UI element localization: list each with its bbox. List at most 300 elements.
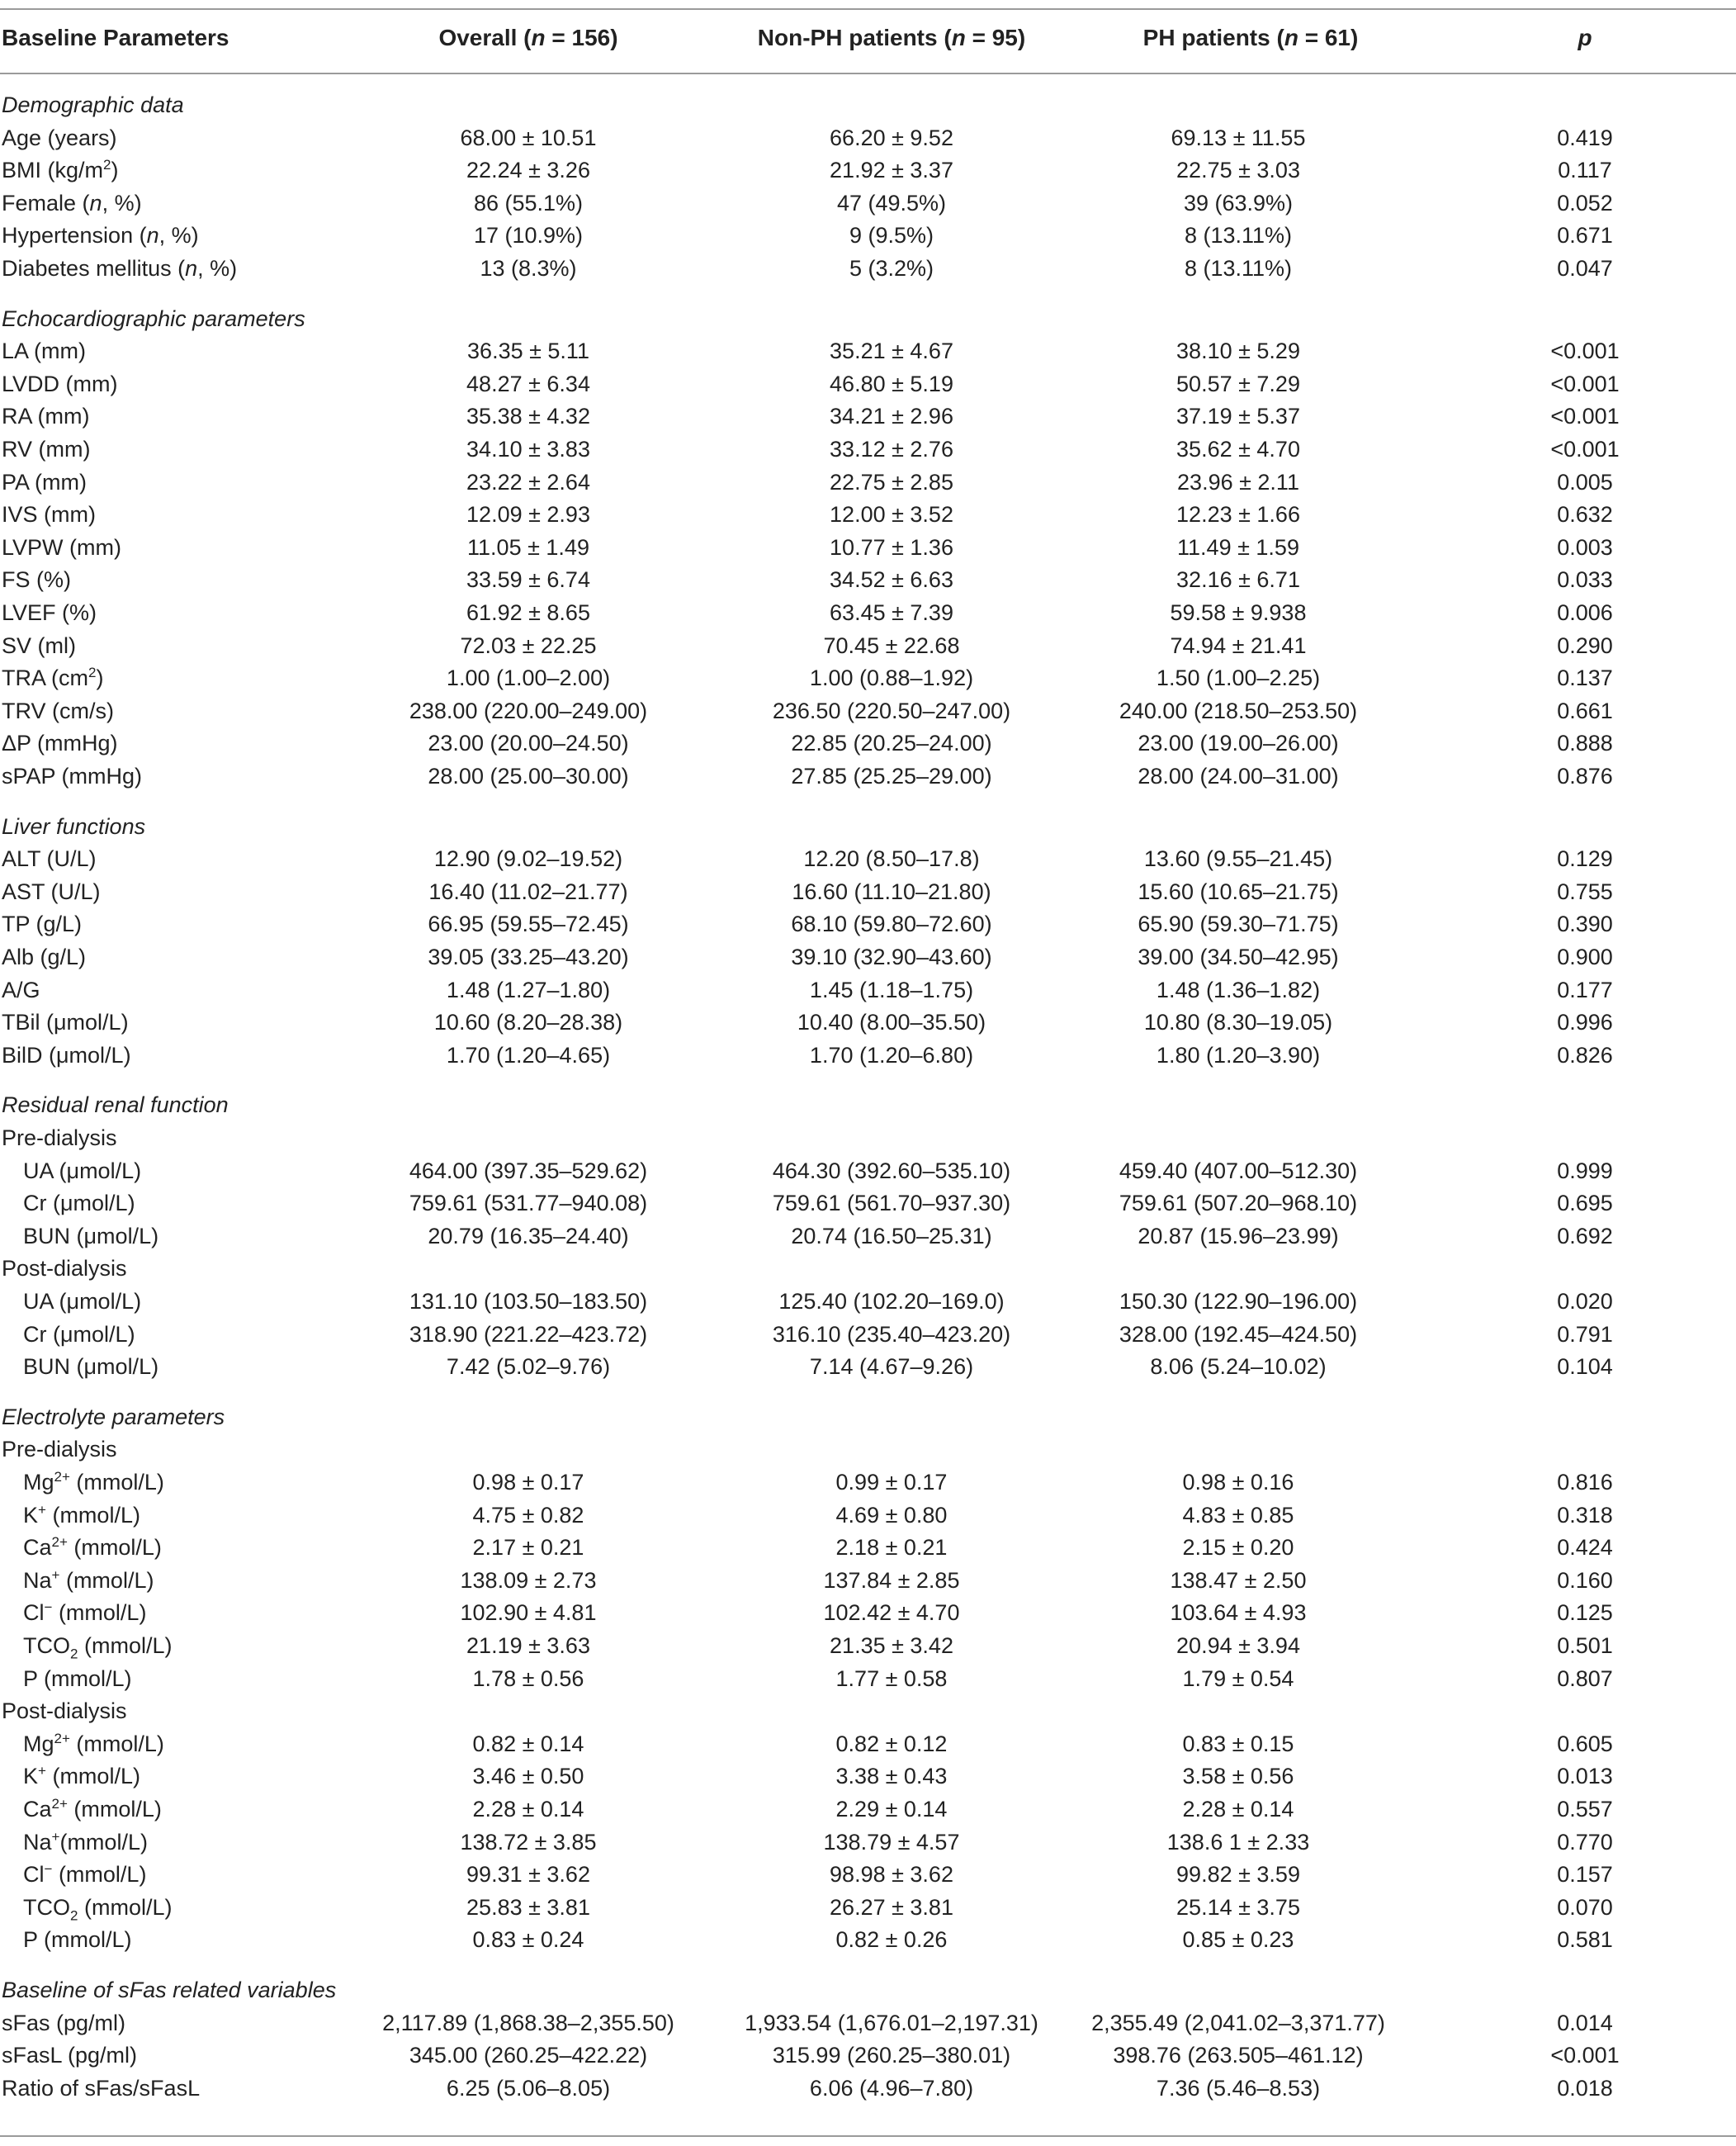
p-value: 0.876 [1557,764,1613,789]
p-value: 0.888 [1557,731,1613,756]
overall-value: 99.31 ± 3.62 [466,1862,590,1888]
bottom-rule [0,2135,1736,2137]
row-label: Na+ (mmol/L) [23,1566,154,1593]
table-header [0,12,1736,73]
non-ph-value: 137.84 ± 2.85 [823,1567,960,1593]
ph-value: 20.94 ± 3.94 [1176,1633,1300,1658]
subgroup-label: Post-dialysis [2,1256,127,1281]
non-ph-value: 316.10 (235.40–423.20) [772,1321,1011,1347]
overall-value: 2.17 ± 0.21 [472,1535,584,1561]
overall-value: 28.00 (25.00–30.00) [428,764,629,789]
header-non-ph: Non-PH patients (n = 95) [757,25,1026,50]
overall-value: 1.70 (1.20–4.65) [446,1042,611,1068]
p-value: 0.816 [1557,1470,1613,1495]
row-label: K+ (mmol/L) [23,1501,140,1528]
row-label: Alb (g/L) [2,945,87,969]
table-row [0,1760,1736,1793]
table-row [0,1350,1736,1383]
ph-value: 99.82 ± 3.59 [1176,1862,1300,1888]
ph-value: 12.23 ± 1.66 [1176,502,1300,528]
overall-value: 68.00 ± 10.51 [460,125,597,150]
overall-value: 17 (10.9%) [473,223,584,249]
subgroup-label-row [0,1252,1736,1285]
ph-value: 28.00 (24.00–31.00) [1138,764,1339,789]
section-title: Demographic data [2,92,184,117]
p-value: 0.003 [1557,534,1613,560]
table-row [0,1793,1736,1826]
ph-value: 0.85 ± 0.23 [1182,1927,1294,1953]
p-value: 0.791 [1557,1321,1613,1347]
row-label: ALT (U/L) [2,846,97,872]
overall-value: 11.05 ± 1.49 [467,534,589,560]
table-row [0,2072,1736,2105]
row-label: Female (n, %) [2,190,142,216]
ph-value: 398.76 (263.505–461.12) [1113,2043,1364,2068]
header-overall: Overall (n = 156) [438,25,618,50]
p-value: 0.695 [1557,1191,1613,1216]
overall-value: 2,117.89 (1,868.38–2,355.50) [382,2010,674,2035]
row-label: LVPW (mm) [2,534,121,560]
p-value: 0.900 [1557,945,1613,969]
ph-value: 32.16 ± 6.71 [1176,567,1300,593]
overall-value: 39.05 (33.25–43.20) [428,945,629,969]
non-ph-value: 46.80 ± 5.19 [830,371,953,396]
row-label: AST (U/L) [2,879,101,904]
non-ph-value: 1,933.54 (1,676.01–2,197.31) [745,2010,1038,2035]
table-row [0,1318,1736,1351]
overall-value: 0.82 ± 0.14 [472,1731,584,1756]
row-label: TP (g/L) [2,912,83,937]
overall-value: 23.22 ± 2.64 [466,469,590,495]
non-ph-value: 70.45 ± 22.68 [823,632,960,658]
overall-value: 20.79 (16.35–24.40) [428,1223,629,1248]
ph-value: 50.57 ± 7.29 [1176,371,1300,396]
section-title-row [0,810,1736,843]
ph-value: 138.6 1 ± 2.33 [1166,1829,1310,1855]
ph-value: 240.00 (218.50–253.50) [1119,698,1358,723]
non-ph-value: 0.82 ± 0.26 [835,1927,948,1953]
row-label: LVEF (%) [2,600,97,625]
p-value: 0.047 [1557,256,1613,281]
overall-value: 7.42 (5.02–9.76) [446,1354,611,1380]
section-title-row [0,1088,1736,1121]
non-ph-value: 39.10 (32.90–43.60) [791,945,992,969]
non-ph-value: 236.50 (220.50–247.00) [772,698,1011,723]
non-ph-value: 138.79 ± 4.57 [823,1829,960,1855]
overall-value: 35.38 ± 4.32 [466,404,590,429]
section-title: Baseline of sFas related variables [2,1978,337,2002]
subgroup-label: Post-dialysis [2,1698,127,1724]
row-label: $Mg^{2+}$ (mmol/L) [23,1730,164,1756]
row-label: UA (μmol/L) [23,1289,142,1314]
row-label: IVS (mm) [2,502,96,528]
p-value: 0.018 [1557,2075,1613,2101]
table-row [0,1039,1736,1072]
overall-value: 21.19 ± 3.63 [466,1633,590,1658]
ph-value: 1.50 (1.00–2.25) [1156,666,1321,691]
overall-value: 238.00 (220.00–249.00) [409,698,648,723]
overall-value: 0.98 ± 0.17 [472,1470,584,1495]
table-row [0,2039,1736,2072]
non-ph-value: 34.21 ± 2.96 [830,404,953,429]
overall-value: 759.61 (531.77–940.08) [409,1191,648,1216]
row-label: LA (mm) [2,339,87,364]
subgroup-label: Pre-dialysis [2,1437,117,1462]
row-label: RA (mm) [2,404,90,429]
ph-value: 35.62 ± 4.70 [1176,437,1300,462]
table-row [0,1006,1736,1039]
row-label: Age (years) [2,125,117,150]
table-row [0,1285,1736,1318]
non-ph-value: 7.14 (4.67–9.26) [809,1354,974,1380]
overall-value: 12.09 ± 2.93 [466,502,590,528]
section-title: Residual renal function [2,1092,229,1118]
non-ph-value: 1.70 (1.20–6.80) [809,1042,974,1068]
table-row [0,1187,1736,1220]
row-label: PA (mm) [2,469,87,495]
row-label: TRA $(cm^2)$ [2,665,104,691]
p-value: 0.770 [1557,1829,1613,1855]
row-label: RV (mm) [2,437,91,462]
row-label: Cr (μmol/L) [23,1321,135,1347]
ph-value: 2.28 ± 0.14 [1182,1797,1294,1821]
table-row [0,1531,1736,1564]
p-value: 0.033 [1557,567,1613,593]
row-label: LVDD (mm) [2,371,118,396]
ph-value: 328.00 (192.45–424.50) [1119,1321,1358,1347]
non-ph-value: 47 (49.5%) [836,190,947,216]
overall-value: 1.48 (1.27–1.80) [446,977,611,1002]
table-row [0,1564,1736,1597]
table-row [0,596,1736,629]
p-value: 0.013 [1557,1764,1613,1789]
overall-value: 16.40 (11.02–21.77) [428,879,628,904]
non-ph-value: 1.00 (0.88–1.92) [809,666,974,691]
table-row [0,121,1736,154]
ph-value: 69.13 ± 11.55 [1171,125,1306,150]
subgroup-label-row [0,1694,1736,1727]
table-row [0,1220,1736,1253]
row-label: Cl− (mmol/L) [23,1861,147,1888]
ph-value: 65.90 (59.30–71.75) [1138,912,1339,937]
overall-value: 464.00 (397.35–529.62) [409,1158,648,1183]
section-title: Echocardiographic parameters [2,306,305,331]
ph-value: 1.48 (1.36–1.82) [1156,977,1321,1002]
table-row [0,433,1736,466]
overall-value: 4.75 ± 0.82 [472,1502,584,1528]
ph-value: 38.10 ± 5.29 [1176,339,1300,364]
overall-value: 72.03 ± 22.25 [460,632,597,658]
p-value: 0.671 [1557,223,1613,249]
p-value: 0.006 [1557,600,1613,625]
ph-value: 10.80 (8.30–19.05) [1143,1010,1333,1035]
ph-value: 39.00 (34.50–42.95) [1138,945,1339,969]
ph-value: 13.60 (9.55–21.45) [1143,846,1333,872]
header-p: p [1578,25,1592,50]
row-label: P (mmol/L) [23,1665,132,1691]
ph-value: 2,355.49 (2,041.02–3,371.77) [1091,2010,1385,2035]
p-value: <0.001 [1550,2043,1620,2068]
ph-value: 37.19 ± 5.37 [1176,404,1300,429]
ph-value: 3.58 ± 0.56 [1182,1764,1294,1789]
row-label: $Mg^{2+}$ (mmol/L) [23,1469,164,1495]
ph-value: 103.64 ± 4.93 [1170,1600,1307,1626]
non-ph-value: 0.99 ± 0.17 [835,1470,948,1495]
row-label: UA (μmol/L) [23,1158,142,1183]
p-value: 0.290 [1557,632,1613,658]
p-value: 0.755 [1557,879,1613,904]
non-ph-value: 0.82 ± 0.12 [835,1731,948,1756]
row-label: sPAP (mmHg) [2,764,143,789]
table-row [0,727,1736,760]
table-row [0,187,1736,220]
overall-value: 13 (8.3%) [480,256,577,281]
ph-value: 8 (13.11%) [1184,223,1293,249]
table-row [0,661,1736,694]
table-row [0,334,1736,367]
header-rule [0,73,1736,74]
table-row [0,1923,1736,1956]
ph-value: 22.75 ± 3.03 [1176,158,1300,183]
p-value: 0.826 [1557,1042,1613,1068]
table-row [0,1891,1736,1924]
table-row [0,1662,1736,1695]
ph-value: 8.06 (5.24–10.02) [1150,1354,1327,1380]
ph-value: 23.96 ± 2.11 [1177,469,1299,495]
p-value: 0.605 [1557,1731,1613,1756]
table-row [0,2006,1736,2039]
row-label: TBil (μmol/L) [2,1010,129,1035]
p-value: 0.160 [1557,1567,1613,1593]
p-value: 0.996 [1557,1010,1613,1035]
overall-value: 131.10 (103.50–183.50) [409,1289,648,1314]
p-value: 0.807 [1557,1665,1613,1691]
overall-value: 2.28 ± 0.14 [472,1797,584,1821]
row-label: ΔP (mmHg) [2,731,118,756]
ph-value: 15.60 (10.65–21.75) [1138,879,1339,904]
header-baseline-parameters: Baseline Parameters [2,25,229,50]
overall-value: 66.95 (59.55–72.45) [428,912,629,937]
table-row [0,974,1736,1007]
table-row [0,498,1736,531]
overall-value: 36.35 ± 5.11 [467,339,589,364]
non-ph-value: 34.52 ± 6.63 [830,567,953,593]
table-row [0,1466,1736,1499]
overall-value: 0.83 ± 0.24 [472,1927,584,1953]
section-title: Electrolyte parameters [2,1404,225,1429]
table-row [0,1499,1736,1532]
p-value: 0.999 [1557,1158,1613,1183]
row-label: A/G [2,977,40,1002]
non-ph-value: 22.85 (20.25–24.00) [791,731,992,756]
overall-value: 318.90 (221.22–423.72) [409,1321,648,1347]
ph-value: 20.87 (15.96–23.99) [1138,1223,1339,1248]
section-title-row [0,88,1736,121]
non-ph-value: 35.21 ± 4.67 [830,339,953,364]
row-label: K+ (mmol/L) [23,1763,140,1789]
overall-value: 48.27 ± 6.34 [466,371,590,396]
p-value: 0.104 [1557,1354,1613,1380]
table-row [0,219,1736,252]
row-label: sFasL (pg/ml) [2,2043,138,2068]
overall-value: 34.10 ± 3.83 [466,437,590,462]
ph-value: 23.00 (19.00–26.00) [1138,731,1339,756]
p-value: 0.157 [1557,1862,1613,1888]
ph-value: 7.36 (5.46–8.53) [1156,2075,1321,2101]
row-label: TRV (cm/s) [2,698,114,723]
row-label: BMI $(kg/m^2)$ [2,157,119,183]
ph-value: 74.94 ± 21.41 [1170,632,1307,658]
top-rule [0,8,1736,10]
non-ph-value: 21.92 ± 3.37 [830,158,953,183]
row-label: Cr (μmol/L) [23,1191,135,1216]
row-label: BUN (μmol/L) [23,1354,159,1380]
ph-value: 4.83 ± 0.85 [1182,1502,1294,1528]
p-value: 0.005 [1557,469,1613,495]
non-ph-value: 10.77 ± 1.36 [830,534,953,560]
p-value: 0.557 [1557,1797,1613,1821]
ph-value: 759.61 (507.20–968.10) [1119,1191,1358,1216]
table-row [0,907,1736,940]
row-label: Diabetes mellitus (n, %) [2,256,238,281]
overall-value: 10.60 (8.20–28.38) [433,1010,623,1035]
overall-value: 23.00 (20.00–24.50) [428,731,629,756]
table-row [0,563,1736,596]
row-label: SV (ml) [2,632,76,658]
non-ph-value: 98.98 ± 3.62 [830,1862,953,1888]
row-label: FS (%) [2,567,71,593]
p-value: 0.692 [1557,1223,1613,1248]
row-label: Ratio of sFas/sFasL [2,2075,201,2101]
overall-value: 1.00 (1.00–2.00) [446,666,611,691]
table-row [0,1727,1736,1760]
overall-value: 3.46 ± 0.50 [472,1764,584,1789]
table-row [0,466,1736,499]
overall-value: 138.09 ± 2.73 [460,1567,597,1593]
non-ph-value: 16.60 (11.10–21.80) [792,879,991,904]
non-ph-value: 2.29 ± 0.14 [835,1797,948,1821]
non-ph-value: 26.27 ± 3.81 [830,1894,953,1920]
table-row [0,1858,1736,1891]
p-value: 0.501 [1557,1633,1613,1658]
non-ph-value: 3.38 ± 0.43 [835,1764,948,1789]
table-row [0,1596,1736,1629]
p-value: 0.125 [1557,1600,1613,1626]
ph-value: 0.98 ± 0.16 [1182,1470,1294,1495]
table-row [0,400,1736,433]
table-row [0,875,1736,908]
non-ph-value: 1.77 ± 0.58 [835,1665,948,1691]
p-value: <0.001 [1550,371,1620,396]
header-ph: PH patients (n = 61) [1142,25,1359,50]
p-value: 0.129 [1557,846,1613,872]
ph-value: 25.14 ± 3.75 [1176,1894,1300,1920]
subgroup-label-row [0,1433,1736,1466]
row-label: Na+(mmol/L) [23,1828,148,1855]
overall-value: 12.90 (9.02–19.52) [433,846,623,872]
overall-value: 102.90 ± 4.81 [460,1600,597,1626]
row-label: sFas (pg/ml) [2,2010,126,2035]
non-ph-value: 6.06 (4.96–7.80) [809,2075,974,2101]
section-title-row [0,302,1736,335]
overall-value: 25.83 ± 3.81 [466,1894,590,1920]
ph-value: 138.47 ± 2.50 [1170,1567,1307,1593]
table-row [0,629,1736,662]
overall-value: 138.72 ± 3.85 [460,1829,597,1855]
row-label: $Ca^{2+}$ (mmol/L) [23,1534,162,1561]
non-ph-value: 464.30 (392.60–535.10) [772,1158,1011,1183]
non-ph-value: 2.18 ± 0.21 [835,1535,948,1561]
non-ph-value: 315.99 (260.25–380.01) [772,2043,1011,2068]
ph-value: 39 (63.9%) [1183,190,1294,216]
subgroup-label: Pre-dialysis [2,1125,117,1150]
p-value: <0.001 [1550,437,1620,462]
table-row [0,367,1736,400]
ph-value: 150.30 (122.90–196.00) [1119,1289,1358,1314]
ph-value: 459.40 (407.00–512.30) [1119,1158,1358,1183]
overall-value: 86 (55.1%) [473,190,584,216]
p-value: 0.052 [1557,190,1613,216]
row-label: BilD (μmol/L) [2,1042,131,1068]
row-label: $TCO_2$ (mmol/L) [23,1633,173,1662]
p-value: 0.419 [1557,125,1613,150]
overall-value: 1.78 ± 0.56 [472,1665,584,1691]
table-row [0,842,1736,875]
ph-value: 0.83 ± 0.15 [1182,1731,1294,1756]
non-ph-value: 66.20 ± 9.52 [830,125,953,150]
non-ph-value: 22.75 ± 2.85 [830,469,953,495]
p-value: 0.424 [1557,1535,1613,1561]
ph-value: 8 (13.11%) [1184,256,1293,281]
non-ph-value: 1.45 (1.18–1.75) [809,977,974,1002]
ph-value: 1.79 ± 0.54 [1182,1665,1294,1691]
overall-value: 6.25 (5.06–8.05) [446,2075,611,2101]
non-ph-value: 9 (9.5%) [849,223,934,249]
table-row [0,154,1736,187]
p-value: 0.318 [1557,1502,1613,1528]
section-title: Liver functions [2,813,146,839]
non-ph-value: 4.69 ± 0.80 [835,1502,948,1528]
ph-value: 1.80 (1.20–3.90) [1156,1042,1321,1068]
p-value: 0.020 [1557,1289,1613,1314]
ph-value: 59.58 ± 9.938 [1170,600,1307,625]
non-ph-value: 12.20 (8.50–17.8) [803,846,980,872]
non-ph-value: 33.12 ± 2.76 [830,437,953,462]
non-ph-value: 20.74 (16.50–25.31) [791,1223,992,1248]
ph-value: 2.15 ± 0.20 [1182,1535,1294,1561]
row-label: Hypertension (n, %) [2,223,199,249]
p-value: <0.001 [1550,339,1620,364]
p-value: 0.390 [1557,912,1613,937]
p-value: 0.137 [1557,666,1613,691]
non-ph-value: 125.40 (102.20–169.0) [778,1289,1005,1314]
non-ph-value: 27.85 (25.25–29.00) [791,764,992,789]
p-value: 0.632 [1557,502,1613,528]
subgroup-label-row [0,1121,1736,1154]
non-ph-value: 10.40 (8.00–35.50) [797,1010,986,1035]
table-row [0,1826,1736,1859]
non-ph-value: 5 (3.2%) [849,256,934,281]
non-ph-value: 21.35 ± 3.42 [830,1633,953,1658]
overall-value: 33.59 ± 6.74 [466,567,590,593]
row-label: Cl− (mmol/L) [23,1599,147,1626]
non-ph-value: 102.42 ± 4.70 [823,1600,960,1626]
overall-value: 22.24 ± 3.26 [466,158,590,183]
non-ph-value: 12.00 ± 3.52 [830,502,953,528]
row-label: $Ca^{2+}$ (mmol/L) [23,1796,162,1821]
table-row [0,760,1736,793]
p-value: 0.661 [1557,698,1613,723]
